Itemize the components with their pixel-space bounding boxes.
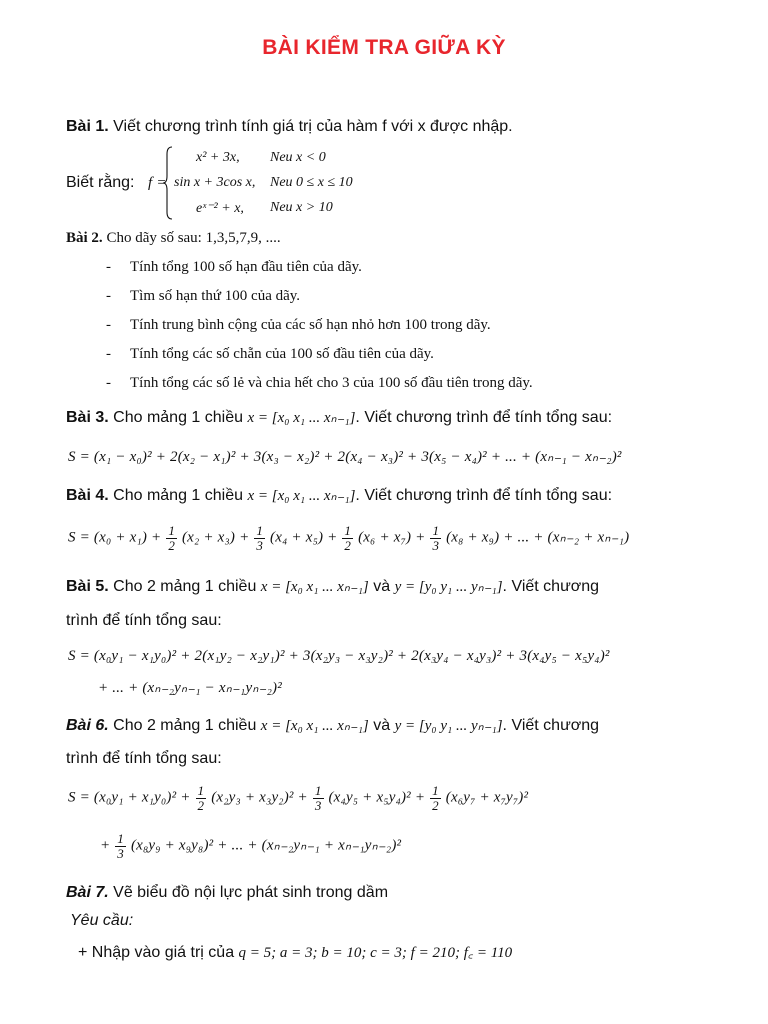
bai7-input-text: + Nhập vào giá trị của [78, 944, 235, 961]
bai2-text: Cho dãy số sau: 1,3,5,7,9, .... [106, 230, 281, 246]
bai6-formula-1 [68, 784, 528, 812]
bai1-label: Bài 1. [66, 118, 109, 135]
bai6-array-x: x = [x₀ x₁ ... xₙ₋₁] [260, 718, 369, 734]
bai6-and: và [373, 717, 391, 734]
bai4-text-b: . Viết chương trình để tính tổng sau: [355, 487, 613, 504]
bai5-array-x: x = [x₀ x₁ ... xₙ₋₁] [260, 579, 369, 595]
bai7-input-values: q = 5; a = 3; b = 10; c = 3; f = 210; f꜀ = 110 [238, 945, 513, 961]
case-1-cond: Neu x < 0 [270, 150, 326, 165]
bai7-requirement: Yêu cầu: [70, 912, 134, 929]
bai4-term-1: S = (x₀ + x₁) + [68, 529, 162, 546]
bai4-text-a: Cho mảng 1 chiều [113, 487, 243, 504]
bai4-term-3: (x₄ + x₅) + [270, 529, 338, 546]
bai5-formula-1: S = (x₀y₁ − x₁y₀)² + 2(x₁y₂ − x₂y₁)² + 3(x₂y₃ − x₃y₂)² + 2(x₃y₄ − x₄y₃)² + 3(x₄y₅ − x₅y₄)² [68, 648, 610, 664]
bai5-formula-2: + ... + (xₙ₋₂yₙ₋₁ − xₙ₋₁yₙ₋₂)² [98, 680, 282, 696]
case-1-expr: x² + 3x, [196, 150, 240, 165]
bai7-heading [66, 884, 388, 902]
bai4-array-x: x = [x₀ x₁ ... xₙ₋₁] [247, 488, 356, 504]
list-item-text: Tính tổng 100 số hạn đầu tiên của dãy. [130, 259, 362, 275]
fraction: $\frac{1}{3}$ [117, 831, 124, 861]
bai3-label: Bài 3. [66, 409, 109, 426]
bai7-label: Bài 7. [66, 884, 109, 901]
bai2-heading [66, 230, 281, 247]
case-2-expr: sin x + 3cos x, [174, 175, 256, 190]
fraction: $\frac{1}{3}$ [256, 523, 264, 553]
bai6-text-b: . Viết chương [502, 717, 600, 734]
list-item: - Tìm số hạn thứ 100 của dãy. [106, 288, 301, 304]
bai4-formula [68, 524, 629, 552]
fraction: $\frac{1}{3}$ [314, 783, 322, 813]
bai3-array-x: x = [x₀ x₁ ... xₙ₋₁] [247, 410, 356, 426]
bai6-formula-2 [100, 832, 401, 860]
case-3-expr: eˣ⁻² + x, [196, 201, 244, 216]
bai6-term-5: (x₈y₉ + x₉y₈)² + ... + (xₙ₋₂yₙ₋₁ + xₙ₋₁yₙ₋₂)² [130, 837, 402, 854]
bai3-text-b: . Viết chương trình để tính tổng sau: [355, 409, 613, 426]
fraction: $\frac{1}{2}$ [197, 783, 205, 813]
bai5-text-a: Cho 2 mảng 1 chiều [113, 578, 257, 595]
bai4-term-2: (x₂ + x₃) + [181, 529, 250, 546]
list-item: - Tính tổng các số chẵn của 100 số đầu tiên của dãy. [106, 346, 434, 362]
bai5-text-c: trình để tính tổng sau: [66, 612, 222, 629]
bai5-heading [66, 577, 599, 596]
bai7-input-line [78, 942, 512, 962]
fraction: $\frac{1}{3}$ [432, 523, 440, 553]
bai5-text-b: . Viết chương [502, 578, 600, 595]
list-item: - Tính tổng các số lẻ và chia hết cho 3 của 100 số đầu tiên trong dãy. [106, 375, 533, 391]
bai6-term-4: (x₆y₇ + x₇y₇)² [445, 789, 529, 806]
bai4-label: Bài 4. [66, 487, 109, 504]
bai4-term-5: (x₈ + x₉) + ... + (xₙ₋₂ + xₙ₋₁) [446, 529, 630, 546]
bai6-term-1: S = (x₀y₁ + x₁y₀)² + [68, 789, 191, 806]
bai7-text: Vẽ biểu đồ nội lực phát sinh trong dầm [113, 884, 389, 901]
bai1-intro [66, 174, 134, 192]
bai6-label: Bài 6. [66, 717, 109, 734]
bai5-array-y: y = [y₀ y₁ ... yₙ₋₁] [394, 579, 503, 595]
bai4-term-4: (x₆ + x₇) + [358, 529, 426, 546]
list-item-text: Tính tổng các số chẵn của 100 số đầu tiên của dãy. [130, 346, 434, 362]
bai3-text-a: Cho mảng 1 chiều [113, 409, 243, 426]
bai5-label: Bài 5. [66, 578, 109, 595]
bai1-f-eq: f = [148, 175, 167, 191]
list-item-text: Tính tổng các số lẻ và chia hết cho 3 của 100 số đầu tiên trong dãy. [130, 375, 533, 391]
fraction: $\frac{1}{2}$ [432, 783, 439, 813]
case-3-cond: Neu x > 10 [270, 200, 333, 215]
bai5-and: và [373, 578, 391, 595]
bai2-label: Bài 2. [66, 230, 103, 246]
bai6-array-y: y = [y₀ y₁ ... yₙ₋₁] [394, 718, 503, 734]
bai6-term-3: (x₄y₅ + x₅y₄)² + [328, 789, 426, 806]
fraction: $\frac{1}{2}$ [344, 523, 352, 553]
list-item: - Tính trung bình cộng của các số hạn nhỏ hơn 100 trong dãy. [106, 317, 491, 333]
bai6-text-a: Cho 2 mảng 1 chiều [113, 717, 257, 734]
bai1-intro-text: Biết rằng: [66, 174, 135, 191]
bai6-heading [66, 716, 599, 735]
piecewise-brace [162, 146, 174, 220]
list-item: - Tính tổng 100 số hạn đầu tiên của dãy. [106, 259, 362, 275]
case-2-cond: Neu 0 ≤ x ≤ 10 [270, 175, 353, 190]
list-item-text: Tìm số hạn thứ 100 của dãy. [130, 288, 301, 304]
bai3-heading [66, 408, 612, 427]
bai1-text: Viết chương trình tính giá trị của hàm f với x được nhập. [113, 118, 513, 135]
bai1-heading [66, 118, 513, 136]
bai3-formula: S = (x₁ − x₀)² + 2(x₂ − x₁)² + 3(x₃ − x₂)² + 2(x₄ − x₃)² + 3(x₅ − x₄)² + ... + (xₙ₋₁ − xₙ₋₂)² [68, 449, 622, 465]
bai6-text-c: trình để tính tổng sau: [66, 750, 222, 767]
bai4-heading [66, 486, 612, 505]
bai6-term-2: (x₂y₃ + x₃y₂)² + [211, 789, 308, 806]
fraction: $\frac{1}{2}$ [168, 523, 176, 553]
list-item-text: Tính trung bình cộng của các số hạn nhỏ hơn 100 trong dãy. [130, 317, 491, 333]
bai6-plus: + [100, 837, 111, 854]
page-title: BÀI KIỂM TRA GIỮA KỲ [262, 36, 506, 59]
